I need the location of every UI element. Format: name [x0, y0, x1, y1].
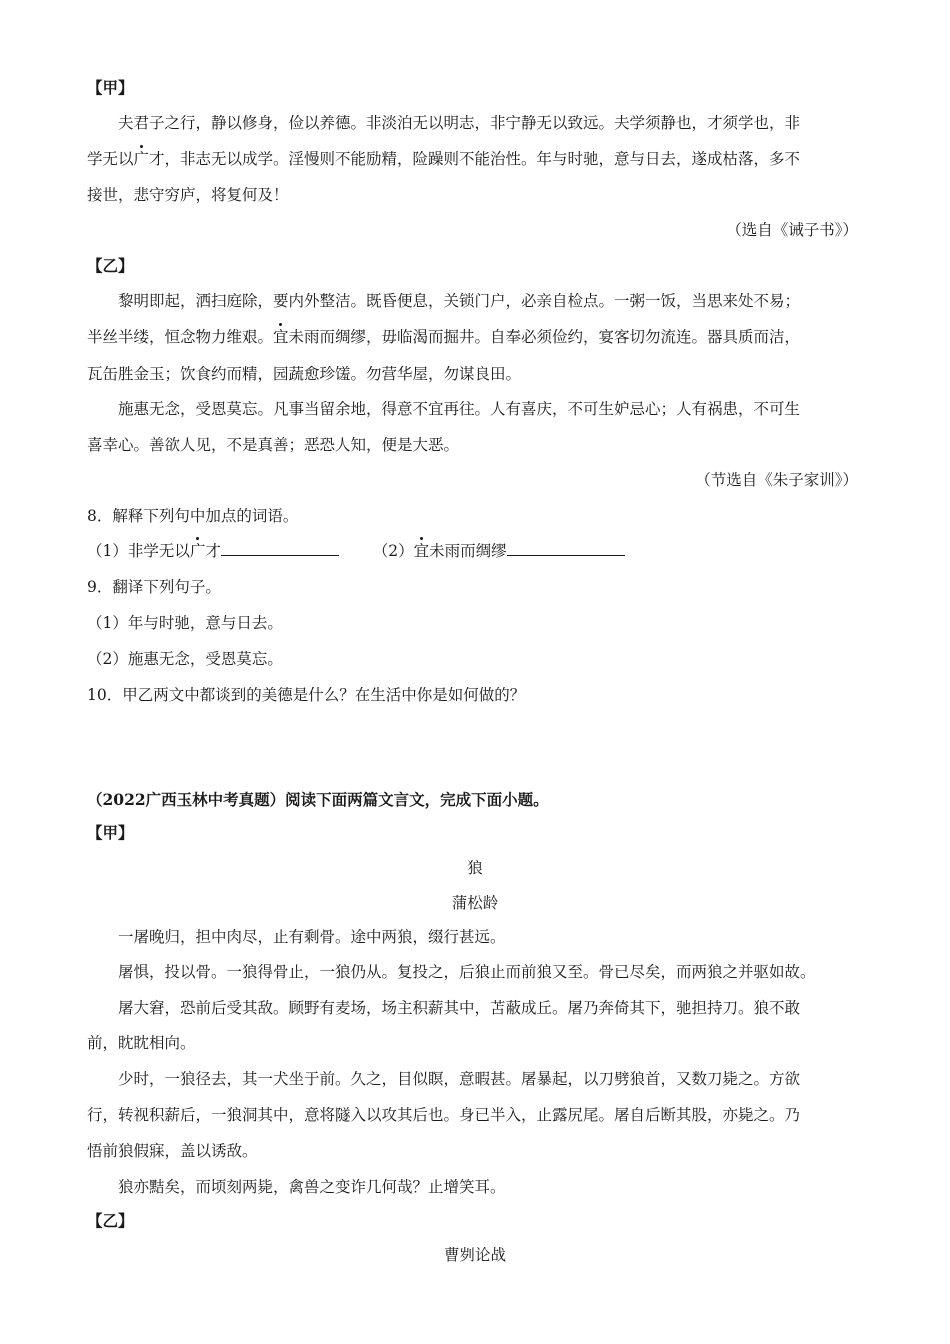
jia-source: （选自《诫子书》） — [726, 221, 858, 239]
dotted-word: 宜 — [273, 328, 289, 346]
jia-line-2 — [87, 148, 800, 170]
dotted-word: 宜 — [413, 542, 430, 560]
jia-line-2-start: 学无以 — [87, 150, 134, 168]
article-title: 狼 — [467, 859, 483, 877]
question-9-1: （1）年与时驰，意与日去。 — [87, 614, 283, 632]
dotted-word: 广 — [133, 150, 150, 168]
wolf-line-3: 屠大窘，恐前后受其敌。顾野有麦场，场主积薪其中，苫蔽成丘。屠乃奔倚其下，驰担持刀。狼不敢 — [118, 999, 801, 1017]
yi-line-2-start: 半丝半缕，恒念物力维艰。 — [87, 328, 274, 346]
wolf-line-8: 狼亦黠矣，而顷刻两毙，禽兽之变诈几何哉？止增笑耳。 — [118, 1178, 506, 1196]
wolf-line-4: 前，眈眈相向。 — [87, 1034, 196, 1052]
wolf-line-1: 一屠晚归，担中肉尽，止有剩骨。途中两狼，缀行甚远。 — [118, 928, 506, 946]
jia-line-2-end: 才，非志无以成学。淫慢则不能励精，险躁则不能治性。年与时驰，意与日去，遂成枯落，多不 — [149, 150, 801, 168]
question-8-items — [87, 540, 625, 562]
answer-blank-2[interactable] — [507, 541, 625, 556]
question-10: 10．甲乙两文中都谈到的美德是什么？在生活中你是如何做的？ — [87, 686, 526, 704]
section2-heading: （2022广西玉林中考真题）阅读下面两篇文言文，完成下面小题。 — [87, 790, 549, 809]
wolf-line-5: 少时，一狼径去，其一犬坐于前。久之，目似瞑，意暇甚。屠暴起，以刀劈狼首，又数刀毙之。方欲 — [118, 1070, 801, 1088]
section2-yi-label: 【乙】 — [87, 1211, 134, 1230]
dotted-word: 广 — [189, 542, 206, 560]
wolf-line-7: 悟前狼假寐，盖以诱敌。 — [87, 1142, 258, 1160]
yi-label: 【乙】 — [87, 256, 134, 275]
wolf-line-2: 屠惧，投以骨。一狼得骨止，一狼仍从。复投之，后狼止而前狼又至。骨已尽矣，而两狼之并驱如故。 — [118, 963, 816, 981]
jia-label: 【甲】 — [87, 78, 134, 97]
article-author: 蒲松龄 — [451, 894, 499, 912]
yi-line-5: 喜幸心。善欲人见，不是真善；恶恐人知，便是大恶。 — [87, 436, 460, 454]
jia-line-1: 夫君子之行，静以修身，俭以养德。非淡泊无以明志，非宁静无以致远。夫学须静也，才须学也，非 — [118, 114, 801, 132]
section2-jia-label: 【甲】 — [87, 823, 134, 842]
yi-line-2 — [87, 326, 800, 348]
question-9: 9．翻译下列句子。 — [87, 578, 221, 596]
yi-line-1: 黎明即起，洒扫庭除，要内外整洁。既昏便息，关锁门户，必亲自检点。一粥一饭，当思来处不易； — [118, 292, 801, 310]
question-9-2: （2）施惠无念，受恩莫忘。 — [87, 650, 283, 668]
yi-line-2-end: 未雨而绸缪，毋临渴而掘井。自奉必须俭约，宴客切勿流连。器具质而洁， — [288, 328, 801, 346]
yi-line-4: 施惠无念，受恩莫忘。凡事当留余地，得意不宜再往。人有喜庆，不可生妒忌心；人有祸患，不可生 — [118, 400, 801, 418]
wolf-line-6: 行，转视积薪后，一狼洞其中，意将隧入以攻其后也。身已半入，止露尻尾。屠自后断其股，亦毙之。乃 — [87, 1106, 801, 1124]
q8-1-prefix: （1）非学无以 — [87, 542, 190, 560]
q8-2-suffix: 未雨而绸缪 — [429, 542, 507, 560]
yi-line-3: 瓦缶胜金玉；饮食约而精，园蔬愈珍馐。勿营华屋，勿谋良田。 — [87, 365, 522, 383]
answer-blank-1[interactable] — [221, 541, 339, 556]
q8-2-prefix: （2） — [372, 542, 414, 560]
q8-1-suffix: 才 — [205, 542, 221, 560]
question-8: 8．解释下列句中加点的词语。 — [87, 507, 299, 525]
article2-title: 曹刿论战 — [443, 1246, 506, 1264]
jia-line-3: 接世，悲守穷庐，将复何及！ — [87, 186, 289, 204]
yi-source: （节选自《朱子家训》） — [695, 471, 858, 489]
